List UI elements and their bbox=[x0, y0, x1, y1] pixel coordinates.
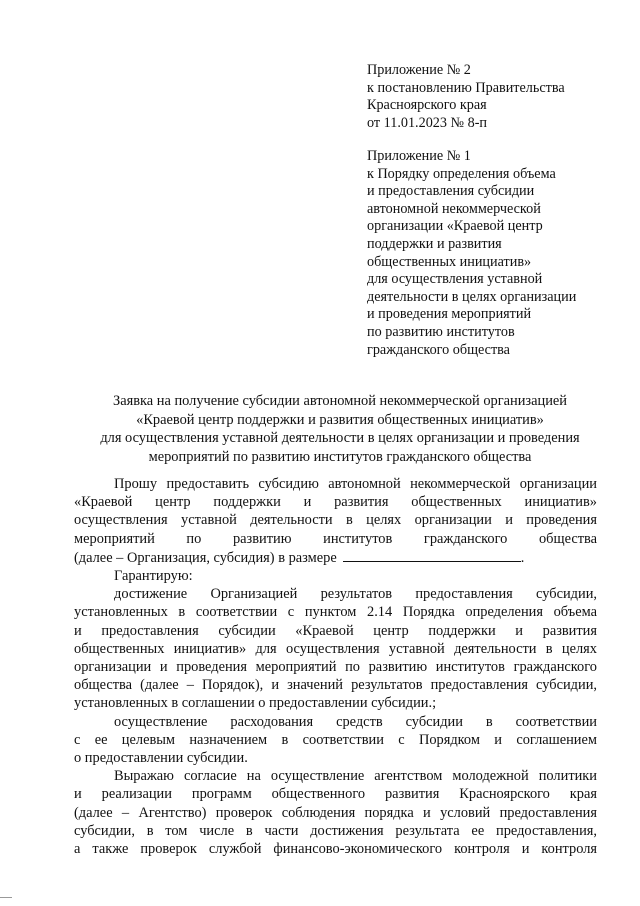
body-line: субсидии, в том числе в части достижения результата ее предоставления, bbox=[74, 822, 597, 839]
appendix-1-line: гражданского общества bbox=[367, 341, 510, 358]
body-line: (далее – Агентство) проверок соблюдения порядка и условий предоставления bbox=[74, 804, 597, 821]
amount-period: . bbox=[520, 549, 525, 566]
document-body bbox=[74, 475, 597, 858]
body-line: и реализации программ общественного развития Красноярского края bbox=[74, 786, 597, 803]
body-line: мероприятий по развитию институтов гражданского общества bbox=[74, 530, 597, 547]
body-line: общественных инициатив» для осуществления уставной деятельности в целях bbox=[74, 640, 597, 657]
body-line: установленных в соглашении о предоставлении субсидии.; bbox=[74, 695, 437, 712]
appendix-1-line: автономной некоммерческой bbox=[367, 200, 541, 217]
body-line: Выражаю согласие на осуществление агентством молодежной политики bbox=[114, 768, 597, 785]
body-line: с ее целевым назначением в соответствии с Порядком и соглашением bbox=[74, 731, 597, 748]
appendix-1-header bbox=[367, 148, 627, 359]
appendix-1-line: и предоставления субсидии bbox=[367, 183, 535, 200]
amount-blank-field bbox=[343, 548, 521, 562]
body-line-amount bbox=[74, 548, 597, 567]
appendix-1-line: и проведения мероприятий bbox=[367, 306, 532, 323]
body-line: осуществления уставной деятельности в целях организации и проведения bbox=[74, 512, 597, 529]
appendix-1-line: деятельности в целях организации bbox=[367, 288, 577, 305]
title-line: мероприятий по развитию институтов гражданского общества bbox=[148, 448, 532, 465]
appendix-1-line: организации «Краевой центр bbox=[367, 218, 543, 235]
appendix-1-line: поддержки и развития bbox=[367, 235, 502, 252]
body-line: и предоставления субсидии «Краевой центр поддержки и развития bbox=[74, 622, 597, 639]
body-line: «Краевой центр поддержки и развития общественных инициатив» bbox=[74, 494, 597, 511]
appendix-1-line: к Порядку определения объема bbox=[367, 165, 556, 182]
body-line: осуществление расходования средств субсидии в соответствии bbox=[114, 713, 597, 730]
title-line: для осуществления уставной деятельности в целях организации и проведения bbox=[100, 430, 580, 447]
body-line: Гарантирую: bbox=[114, 568, 193, 585]
appendix-2-header bbox=[367, 62, 627, 132]
body-line: организации и проведения мероприятий по развитию институтов гражданского bbox=[74, 659, 597, 676]
paragraph-achievement bbox=[74, 585, 597, 712]
appendix-2-line: от 11.01.2023 № 8-п bbox=[367, 114, 488, 131]
body-line: общества (далее – Порядок), и значений результатов предоставления субсидии, bbox=[74, 677, 597, 694]
paragraph-spending bbox=[74, 713, 597, 768]
appendix-1-line: по развитию институтов bbox=[367, 323, 515, 340]
amount-label: (далее – Организация, субсидия) в размере bbox=[74, 549, 337, 566]
document-title bbox=[60, 392, 620, 466]
paragraph-consent bbox=[74, 767, 597, 858]
body-line: установленных в соответствии с пунктом 2.14 Порядка определения объема bbox=[74, 604, 597, 621]
body-line: о предоставлении субсидии. bbox=[74, 750, 248, 767]
appendix-1-line: общественных инициатив» bbox=[367, 253, 532, 270]
paragraph-guarantee bbox=[74, 567, 597, 585]
appendix-1-line: для осуществления уставной bbox=[367, 271, 543, 288]
title-line: «Краевой центр поддержки и развития общественных инициатив» bbox=[136, 411, 544, 428]
appendix-2-line: Красноярского края bbox=[367, 97, 487, 114]
body-line: а также проверок службой финансово-экономического контроля и контроля bbox=[74, 841, 597, 858]
appendix-2-line: Приложение № 2 bbox=[367, 62, 471, 78]
body-line: достижение Организацией результатов предоставления субсидии, bbox=[114, 586, 597, 603]
title-line: Заявка на получение субсидии автономной некоммерческой организацией bbox=[112, 393, 567, 409]
paragraph-request bbox=[74, 475, 597, 567]
appendix-1-line: Приложение № 1 bbox=[367, 148, 471, 164]
appendix-2-line: к постановлению Правительства bbox=[367, 79, 565, 96]
body-line: Прошу предоставить субсидию автономной некоммерческой организации bbox=[114, 476, 597, 492]
